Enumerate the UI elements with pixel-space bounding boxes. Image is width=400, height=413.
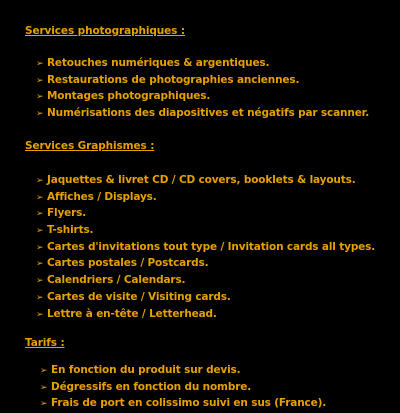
list-item-text: Cartes de visite / Visiting cards.: [47, 290, 231, 303]
section-heading-colon: :: [177, 25, 185, 37]
list-item-text: Restaurations de photographies anciennes.: [47, 73, 300, 86]
list-item-text: Cartes postales / Postcards.: [47, 257, 209, 270]
section-heading-text: Services photographiques: [25, 25, 178, 37]
section-heading-pricing: [25, 337, 65, 349]
arrow-bullet-icon: ➢: [36, 209, 44, 220]
list-item: [36, 205, 375, 222]
list-item-text: Jaquettes & livret CD / CD covers, booklets & layouts.: [47, 174, 356, 186]
list-item-text: Lettre à en-tête / Letterhead.: [47, 307, 217, 320]
list-item: [36, 289, 375, 306]
list-item-text: Calendriers / Calendars.: [47, 274, 186, 287]
list-item: [40, 379, 326, 396]
list-item-text: Montages photographiques.: [47, 90, 211, 103]
arrow-bullet-icon: ➢: [36, 309, 44, 320]
list-item: [36, 72, 369, 89]
arrow-bullet-icon: ➢: [36, 92, 44, 103]
section-heading-graphic: [25, 140, 154, 152]
photographic-services-list: [36, 55, 369, 122]
arrow-bullet-icon: ➢: [36, 192, 44, 203]
list-item: [36, 239, 375, 256]
arrow-bullet-icon: ➢: [40, 382, 48, 393]
arrow-bullet-icon: ➢: [40, 366, 48, 376]
list-item-text: Cartes d'invitations tout type / Invitation cards all types.: [47, 240, 376, 253]
arrow-bullet-icon: ➢: [36, 176, 44, 186]
list-item-text: Affiches / Displays.: [47, 190, 157, 203]
arrow-bullet-icon: ➢: [36, 75, 44, 86]
arrow-bullet-icon: ➢: [36, 276, 44, 287]
list-item-text: Frais de port en colissimo suivi en sus (France).: [51, 397, 327, 410]
list-item-text: Dégressifs en fonction du nombre.: [51, 380, 252, 393]
list-item-text: En fonction du produit sur devis.: [51, 364, 241, 376]
list-item: [36, 222, 375, 239]
list-item-text: Flyers.: [47, 207, 87, 220]
list-item: [40, 395, 326, 412]
section-heading-colon: :: [56, 337, 65, 349]
list-item: [36, 105, 369, 122]
pricing-list: [40, 362, 326, 412]
section-heading-photographic: [25, 25, 185, 37]
graphic-services-list: [36, 172, 375, 322]
section-heading-colon: :: [146, 140, 155, 152]
list-item-text: Retouches numériques & argentiques.: [47, 57, 270, 69]
list-item: [40, 362, 326, 379]
list-item: [36, 306, 375, 323]
arrow-bullet-icon: ➢: [36, 259, 44, 270]
section-heading-text: Tarifs: [25, 337, 57, 349]
list-item: [36, 189, 375, 206]
arrow-bullet-icon: ➢: [36, 242, 44, 253]
arrow-bullet-icon: ➢: [36, 226, 44, 237]
list-item: [36, 272, 375, 289]
arrow-bullet-icon: ➢: [36, 59, 44, 69]
arrow-bullet-icon: ➢: [36, 292, 44, 303]
list-item: [36, 172, 375, 189]
arrow-bullet-icon: ➢: [36, 109, 44, 120]
section-heading-text: Services Graphismes: [25, 140, 147, 152]
list-item-text: T-shirts.: [47, 224, 94, 237]
list-item: [36, 88, 369, 105]
list-item: [36, 55, 369, 72]
list-item: [36, 255, 375, 272]
list-item-text: Numérisations des diapositives et négatifs par scanner.: [47, 107, 370, 120]
arrow-bullet-icon: ➢: [40, 399, 48, 410]
